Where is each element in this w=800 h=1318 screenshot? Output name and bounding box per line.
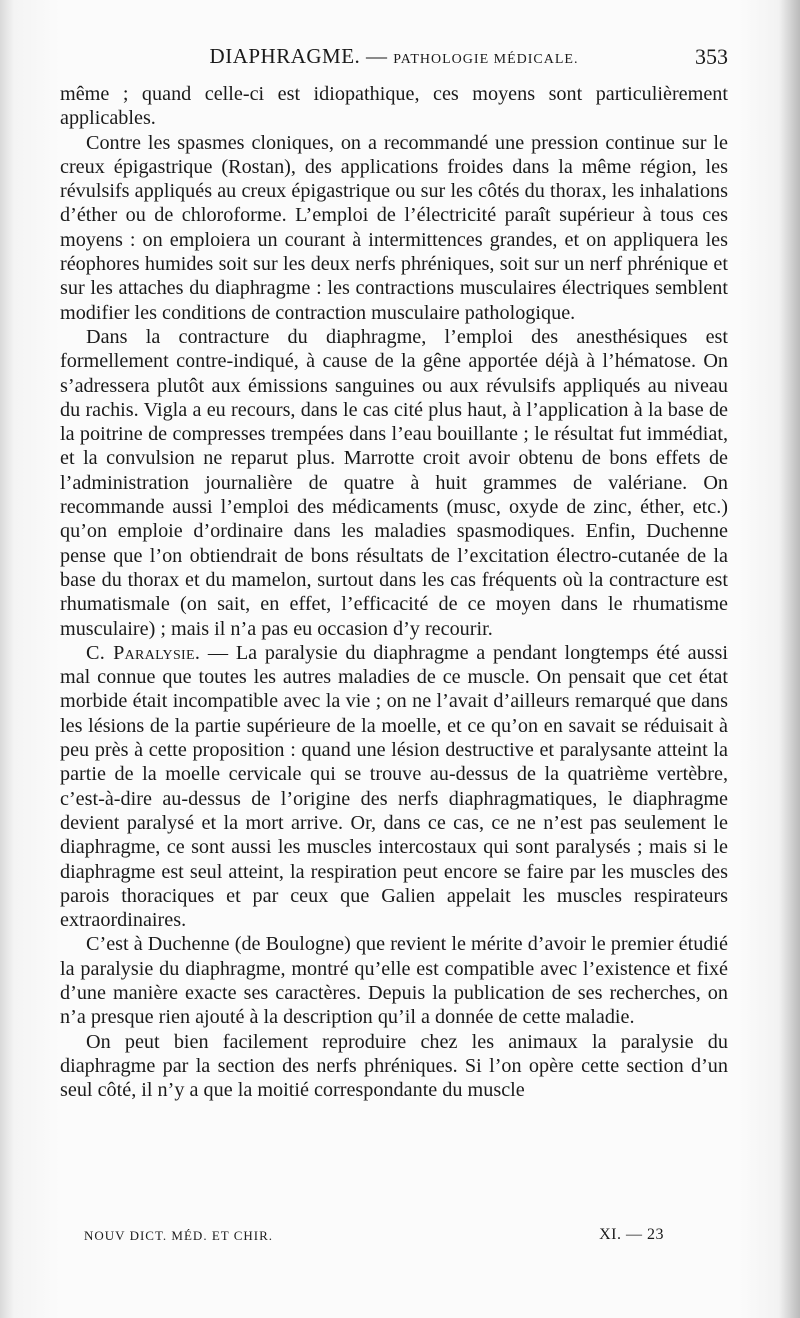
paragraph-5: C’est à Duchenne (de Boulogne) que revient le mérite d’avoir le premier étudié la paralysie du diaphragme, montré qu’elle est compatible avec l’existence et fixé d’une manière exacte ses caractères. Depuis la publication de ses recherches, on n’a presque rien ajouté à la description qu’il a donnée de cette maladie.	[60, 933, 728, 1029]
paragraph-1: même ; quand celle-ci est idiopathique, ces moyens sont particulièrement applicables.	[60, 83, 728, 130]
page-number: 353	[695, 44, 728, 69]
paragraph-6: On peut bien facilement reproduire chez les animaux la paralysie du diaphragme par la section des nerfs phréniques. Si l’on opère cette section d’un seul côté, il n’y a que la moitié correspondante du muscle	[60, 1030, 728, 1102]
paragraph-3: Dans la contracture du diaphragme, l’emploi des anesthésiques est formellement contre-indiqué, à cause de la gêne apportée déjà à l’hématose. On s’adressera plutôt aux émissions sanguines ou aux révulsifs appliqués au niveau du rachis. Vigla a eu recours, dans le cas cité plus haut, à l’application à la base de la poitrine de compresses trempées dans l’eau bouillante ; le résultat fut immédiat, et la convulsion ne reparut plus. Marrotte croit avoir obtenu de bons effets de l’administration journalière de quatre à huit grammes de valériane. On recommande aussi l’emploi des médicaments (musc, oxyde de zinc, éther, etc.) qu’on emploie d’ordinaire dans les maladies spasmodiques. Enfin, Duchenne pense que l’on obtiendrait de bons résultats de l’excitation électro-cutanée de la base du thorax et du mamelon, surtout dans les cas fréquents où la contracture est rhumatismale (on sait, en effet, l’efficacité de ce moyen dans le rhumatisme musculaire) ; mais il n’a pas eu occasion d’y recourir.	[60, 325, 728, 640]
running-title-sub: PATHOLOGIE MÉDICALE.	[393, 52, 579, 67]
page-edge-shadow	[778, 0, 800, 1318]
running-title-main: DIAPHRAGME.	[209, 44, 361, 68]
paragraph-4-text: — La paralysie du diaphragme a pendant longtemps été aussi mal connue que toutes les autres maladies de ce muscle. On pensait que cet état morbide était incompatible avec la vie ; on ne l’avait d’ailleurs remarqué que dans les lésions de la partie supérieure de la moelle, et ce qu’on en savait se réduisait à peu près à cette proposition : quand une lésion destructive et paralysante atteint la partie de la moelle cervicale qui se trouve au-dessus de la quatrième vertèbre, c’est-à-dire au-dessus de l’origine des nerfs diaphragmatiques, le diaphragme devient paralysé et la mort arrive. Or, dans ce cas, ce ne n’est pas seulement le diaphragme, ce sont aussi les muscles intercostaux qui sont paralysés ; mais si le diaphragme est seul atteint, la respiration peut encore se faire par les muscles des parois thoraciques et par ceux que Galien appelait les muscles respirateurs extraordinaires.	[60, 641, 728, 932]
section-heading-paralysie: C. Paralysie.	[86, 641, 201, 664]
footer-signature: NOUV DICT. MÉD. ET CHIR.	[84, 1228, 274, 1243]
paragraph-4	[60, 641, 728, 933]
paragraph-2: Contre les spasmes cloniques, on a recommandé une pression continue sur le creux épigastrique (Rostan), des applications froides dans la même région, les révulsifs appliqués au creux épigastrique ou sur les côtés du thorax, les inhalations d’éther ou de chloroforme. L’emploi de l’électricité paraît supérieur à tous ces moyens : on emploiera un courant à intermittences grandes, et on appliquera les réophores humides soit sur les deux nerfs phréniques, soit sur un nerf phrénique et sur les attaches du diaphragme : les contractions musculaires électriques semblent modifier les conditions de contraction musculaire pathologique.	[60, 131, 728, 324]
body-text	[60, 82, 728, 1102]
running-title	[60, 44, 728, 69]
running-header	[60, 44, 728, 76]
page-footer	[84, 1226, 664, 1248]
running-title-separator: —	[366, 44, 388, 68]
footer-volume-signature: XI. — 23	[599, 1226, 664, 1243]
